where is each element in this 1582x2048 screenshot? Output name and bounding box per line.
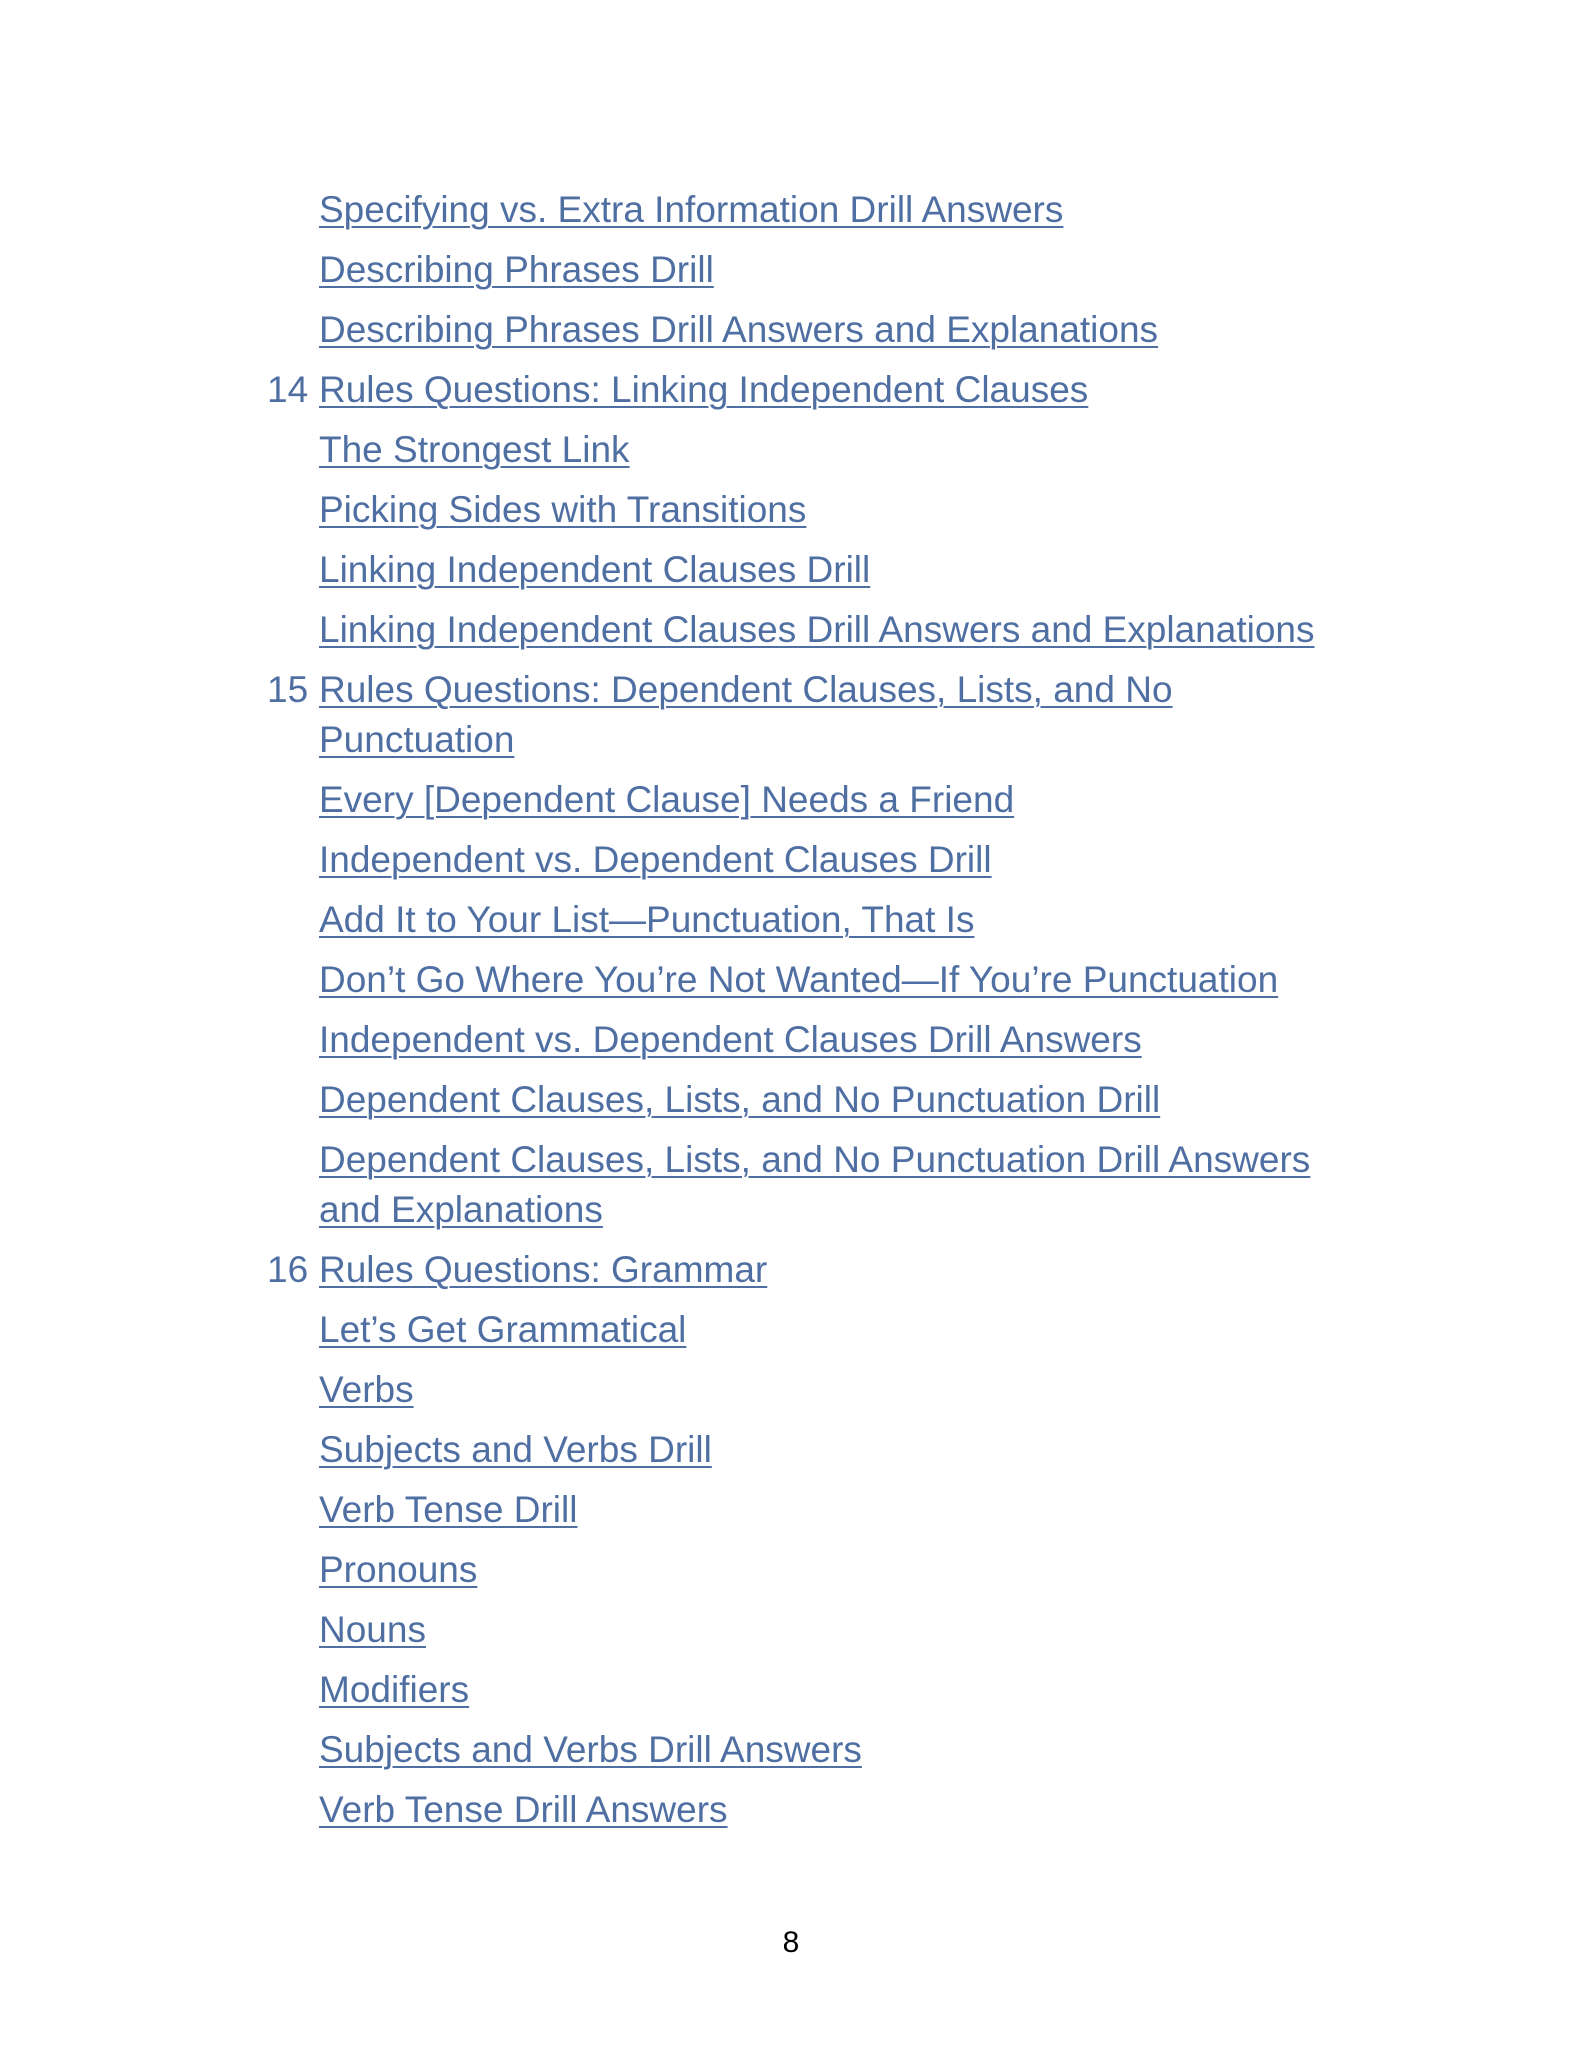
toc-link-dep-clauses-lists-drill[interactable]: Dependent Clauses, Lists, and No Punctuation Drill xyxy=(319,1079,1161,1120)
toc-link-verbs[interactable]: Verbs xyxy=(319,1369,414,1410)
toc-link-indep-vs-dep-drill[interactable]: Independent vs. Dependent Clauses Drill xyxy=(319,839,992,880)
toc-link-add-it-to-your-list[interactable]: Add It to Your List—Punctuation, That Is xyxy=(319,899,975,940)
toc-link-chapter-16[interactable]: Rules Questions: Grammar xyxy=(319,1249,768,1290)
chapter-number: 16 xyxy=(267,1249,309,1290)
toc-link-lets-get-grammatical[interactable]: Let’s Get Grammatical xyxy=(319,1309,687,1350)
toc-link-linking-clauses-drill[interactable]: Linking Independent Clauses Drill xyxy=(319,549,871,590)
toc-link-chapter-14[interactable]: Rules Questions: Linking Independent Clauses xyxy=(319,369,1089,410)
toc-link-chapter-15-line2[interactable]: Punctuation xyxy=(319,719,515,760)
toc-link-dont-go-where[interactable]: Don’t Go Where You’re Not Wanted—If You’re Punctuation xyxy=(319,959,1279,1000)
toc-link-nouns[interactable]: Nouns xyxy=(319,1609,426,1650)
toc-link-picking-sides[interactable]: Picking Sides with Transitions xyxy=(319,489,807,530)
toc-link-specifying-extra-info-answers[interactable]: Specifying vs. Extra Information Drill Answers xyxy=(319,189,1064,230)
toc-link-describing-phrases-answers[interactable]: Describing Phrases Drill Answers and Explanations xyxy=(319,309,1159,350)
toc-link-describing-phrases-drill[interactable]: Describing Phrases Drill xyxy=(319,249,714,290)
toc-link-chapter-15[interactable]: Rules Questions: Dependent Clauses, Lists, and No xyxy=(319,669,1173,710)
toc-link-linking-clauses-answers[interactable]: Linking Independent Clauses Drill Answers and Explanations xyxy=(319,609,1315,650)
toc-link-modifiers[interactable]: Modifiers xyxy=(319,1669,470,1710)
toc-link-subjects-verbs-answers[interactable]: Subjects and Verbs Drill Answers xyxy=(319,1729,862,1770)
toc-link-indep-vs-dep-answers[interactable]: Independent vs. Dependent Clauses Drill Answers xyxy=(319,1019,1142,1060)
toc-link-dep-clauses-lists-answers-line2[interactable]: and Explanations xyxy=(319,1189,603,1230)
toc-link-dep-clauses-lists-answers[interactable]: Dependent Clauses, Lists, and No Punctuation Drill Answers xyxy=(319,1139,1311,1180)
toc-link-verb-tense-drill[interactable]: Verb Tense Drill xyxy=(319,1489,578,1530)
toc-link-every-dependent-clause[interactable]: Every [Dependent Clause] Needs a Friend xyxy=(319,779,1015,820)
toc-link-strongest-link[interactable]: The Strongest Link xyxy=(319,429,630,470)
page-number: 8 xyxy=(782,1926,800,1959)
toc-link-pronouns[interactable]: Pronouns xyxy=(319,1549,478,1590)
chapter-number: 15 xyxy=(267,669,309,710)
toc-link-subjects-verbs-drill[interactable]: Subjects and Verbs Drill xyxy=(319,1429,712,1470)
chapter-number: 14 xyxy=(267,369,309,410)
toc-link-verb-tense-answers[interactable]: Verb Tense Drill Answers xyxy=(319,1789,728,1830)
